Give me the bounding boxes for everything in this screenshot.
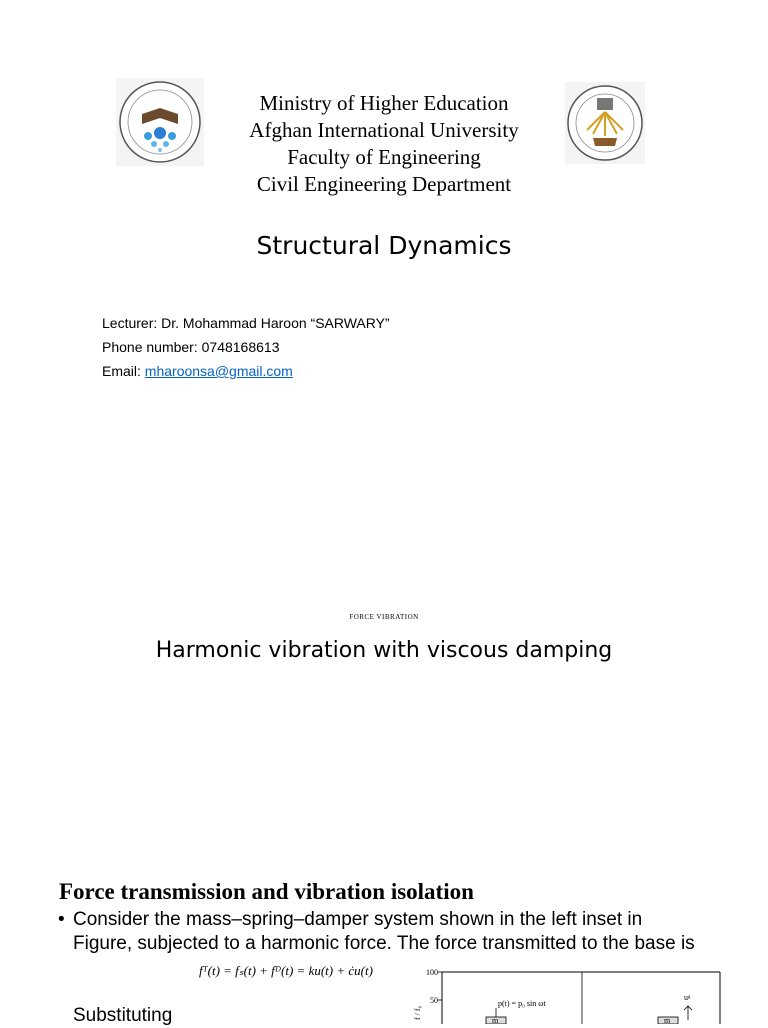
institution-header [200, 90, 568, 198]
university-logo [116, 78, 204, 166]
section-heading: Force transmission and vibration isolation [59, 879, 474, 904]
bullet-dot-icon: • [58, 909, 65, 930]
course-title: Structural Dynamics [256, 231, 512, 260]
slide-title: Harmonic vibration with viscous damping [155, 638, 613, 663]
bullet-text: Consider the mass–spring–damper system shown in the left inset in Figure, subjected to a harmonic force. The force transmitted to the base is [73, 909, 695, 954]
y-tick-50: 50 [430, 996, 438, 1005]
email-link[interactable]: mharoonsa@gmail.com [144, 363, 293, 379]
mass-label-right: m [664, 1016, 671, 1024]
lecturer-line: Lecturer: Dr. Mohammad Haroon “SARWARY” [102, 315, 390, 331]
substituting-text: Substituting [73, 1005, 173, 1026]
phone-line: Phone number: 0748168613 [102, 339, 280, 355]
ground-motion-label: uᵍ [684, 993, 691, 1002]
header-line-university: Afghan International University [249, 118, 519, 142]
email-label: Email: [102, 363, 145, 379]
email-line [102, 359, 390, 383]
header-line-department: Civil Engineering Department [256, 172, 512, 196]
ministry-logo [565, 82, 645, 164]
mass-label-left: m [492, 1016, 499, 1024]
transmissibility-figure [408, 964, 722, 1024]
inset-force-label: p(t) = p₀ sin ωt [498, 999, 546, 1008]
y-axis-label: f / f₀ [413, 1005, 422, 1020]
header-line-ministry: Ministry of Higher Education [259, 91, 509, 115]
slide-caption: FORCE VIBRATION [349, 613, 419, 621]
y-tick-100: 100 [426, 968, 438, 977]
force-equation: fᵀ(t) = fₛ(t) + fᴰ(t) = ku(t) + ċu(t) [199, 963, 373, 978]
header-line-faculty: Faculty of Engineering [287, 145, 481, 169]
contact-info [102, 311, 390, 383]
